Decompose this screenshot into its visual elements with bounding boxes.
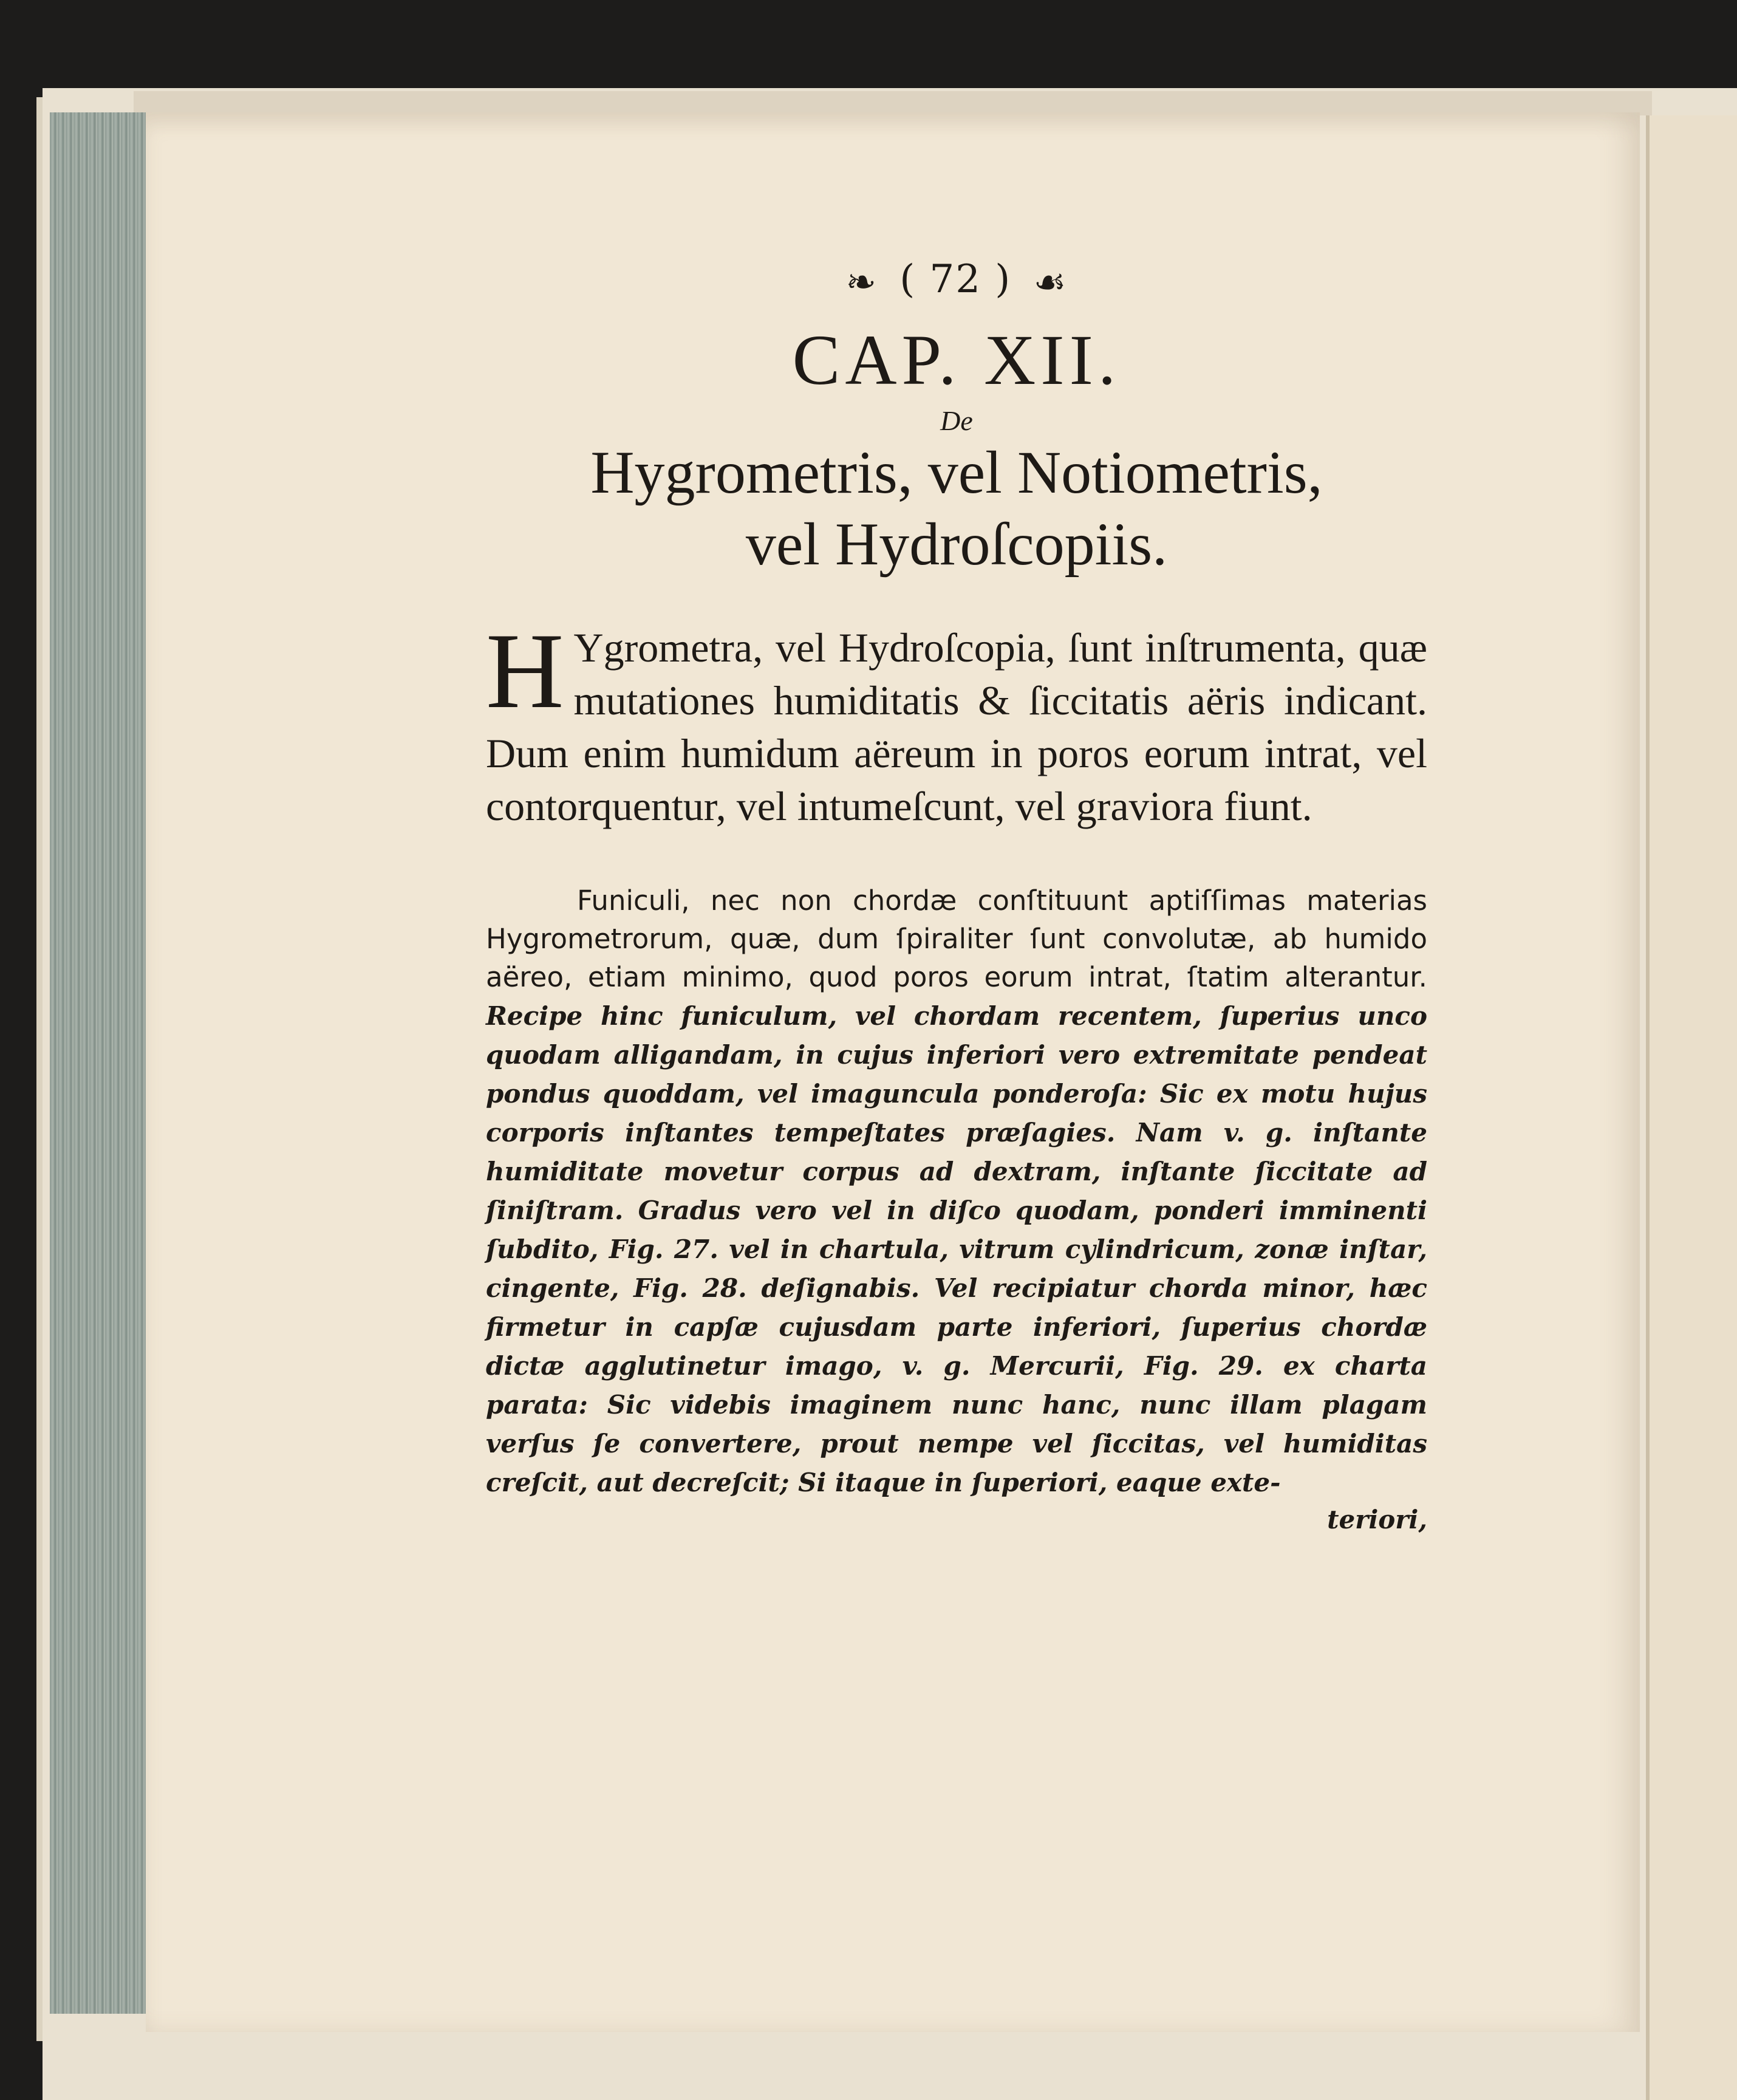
drop-cap: H bbox=[486, 611, 564, 731]
de-label: De bbox=[940, 405, 973, 436]
subtitle-line-1: Hygrometris, vel Notiometris, bbox=[590, 439, 1323, 506]
page-number: ( 72 ) bbox=[899, 257, 1012, 302]
paragraph-2-roman: Funiculi, nec non chordæ conſtituunt aptiſſimas materias Hygrometrorum, quæ, dum ſpiraliter ſunt convolutæ, ab humido aëreo, etiam minimo, quod poros eorum intrat, ſtatim alterantur. bbox=[486, 884, 1427, 993]
page-stack-edge bbox=[50, 112, 149, 2014]
paragraph-2 bbox=[486, 881, 1427, 1502]
catchword: teriori, bbox=[1327, 1505, 1427, 1534]
text-block bbox=[486, 252, 1427, 1538]
chapter-title: CAP. XII. bbox=[792, 320, 1121, 400]
paragraph-1 bbox=[486, 611, 1427, 833]
paragraph-1-text: Ygrometra, vel Hydroſcopia, ſunt inſtrumenta, quæ mutationes humiditatis & ſiccitatis aëris indicant. Dum enim humidum aëreum in poros eorum intrat, vel contorquentur, vel intumeſcunt, vel graviora fiunt. bbox=[486, 624, 1427, 829]
chapter-subtitle bbox=[486, 437, 1427, 580]
page-top-edge bbox=[134, 91, 1652, 115]
paragraph-2-italic: Recipe hinc funiculum, vel chordam recentem, ſuperius unco quodam alligandam, in cujus inferiori vero extremitate pendeat pondus quoddam, vel imaguncula ponderoſa: Sic ex motu hujus corporis inſtantes tempeſtates præſagies. Nam v. g. inſtante humiditate movetur corpus ad dextram, inſtante ſiccitate ad ſiniſtram. Gradus vero vel in diſco quodam, ponderi imminenti ſubdito, Fig. 27. vel in chartula, vitrum cylindricum, zonæ inſtar, cingente, Fig. 28. deſignabis. Vel recipiatur chorda minor, hæc firmetur in capſæ cujusdam parte inferiori, ſuperius chordæ dictæ agglutinetur imago, v. g. Mercurii, Fig. 29. ex charta parata: Sic videbis imaginem nunc hanc, nunc illam plagam verſus ſe convertere, prout nempe vel ſiccitas, vel humiditas creſcit, aut decreſcit; Si itaque in ſuperiori, eaque exte- bbox=[486, 1001, 1427, 1497]
ornament-right-icon: ☙ bbox=[1033, 261, 1068, 304]
subtitle-line-2: vel Hydroſcopiis. bbox=[745, 510, 1168, 578]
ornament-left-icon: ❧ bbox=[845, 261, 878, 304]
page-header bbox=[486, 252, 1427, 307]
facing-page bbox=[1646, 115, 1737, 2100]
